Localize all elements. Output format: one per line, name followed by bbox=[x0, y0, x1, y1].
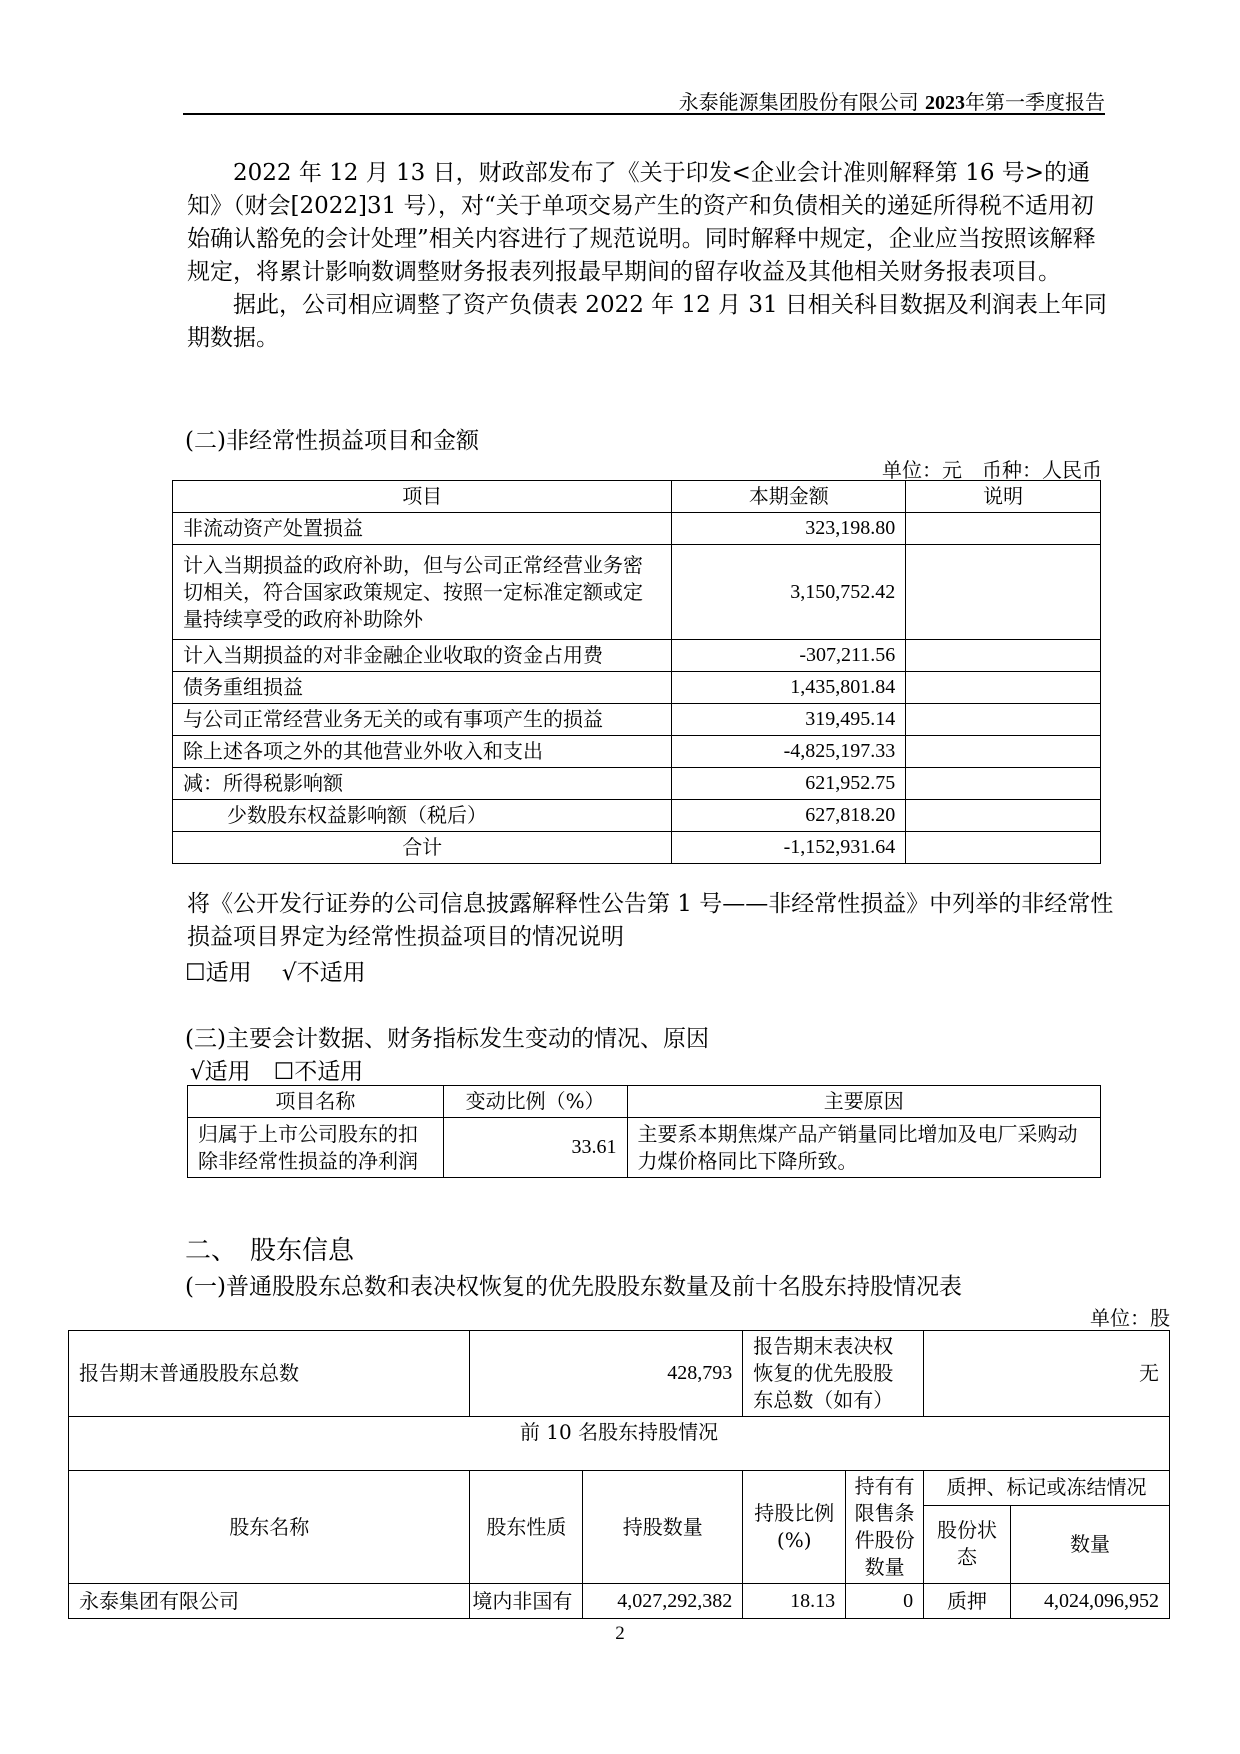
shareholder-section-title: 二、 股东信息 bbox=[185, 1236, 355, 1266]
preferred-holders-label: 报告期末表决权恢复的优先股股东总数（如有） bbox=[743, 1331, 924, 1417]
table-row bbox=[173, 640, 1101, 672]
col-header-shares: 持股数量 bbox=[583, 1471, 743, 1584]
nonrecurring-table bbox=[172, 480, 1101, 864]
row-item: 债务重组损益 bbox=[173, 672, 672, 704]
top10-title-row bbox=[69, 1417, 1170, 1471]
row-item: 与公司正常经营业务无关的或有事项产生的损益 bbox=[173, 704, 672, 736]
row-note bbox=[906, 768, 1101, 800]
row-note bbox=[906, 545, 1101, 640]
col-header-ratio: 持股比例(%) bbox=[743, 1471, 846, 1584]
section-2-applicability: ☐适用 √不适用 bbox=[185, 960, 366, 986]
col-header-note: 说明 bbox=[906, 481, 1101, 513]
row-amount: -307,211.56 bbox=[672, 640, 906, 672]
col-header-amount: 本期金额 bbox=[672, 481, 906, 513]
row-note bbox=[906, 672, 1101, 704]
col-header-pledge: 质押、标记或冻结情况 bbox=[924, 1471, 1170, 1506]
preferred-holders-value: 无 bbox=[924, 1331, 1170, 1417]
col-header-item: 项目名称 bbox=[188, 1086, 444, 1118]
row-note bbox=[906, 640, 1101, 672]
col-header-status: 股份状态 bbox=[924, 1505, 1011, 1583]
body-text bbox=[187, 157, 1112, 355]
row-amount: 621,952.75 bbox=[672, 768, 906, 800]
row-note bbox=[906, 736, 1101, 768]
change-ratio: 33.61 bbox=[443, 1118, 627, 1178]
table-total-row bbox=[173, 832, 1101, 864]
page-header bbox=[183, 86, 1105, 115]
total-holders-row bbox=[69, 1331, 1170, 1417]
change-table bbox=[187, 1085, 1101, 1178]
change-row bbox=[188, 1118, 1101, 1178]
holder-header-row bbox=[69, 1471, 1170, 1506]
row-item: 非流动资产处置损益 bbox=[173, 513, 672, 545]
paragraph-2: 据此，公司相应调整了资产负债表 2022 年 12 月 31 日相关科目数据及利润表上年同期数据。 bbox=[187, 292, 1107, 351]
holder-shares: 4,027,292,382 bbox=[583, 1584, 743, 1619]
holder-row bbox=[69, 1584, 1170, 1619]
row-amount: 319,495.14 bbox=[672, 704, 906, 736]
change-item: 归属于上市公司股东的扣除非经常性损益的净利润 bbox=[188, 1118, 444, 1178]
holder-restricted: 0 bbox=[846, 1584, 924, 1619]
row-note bbox=[906, 513, 1101, 545]
section-3-applicability: √适用 ☐不适用 bbox=[190, 1059, 364, 1085]
holder-ratio: 18.13 bbox=[743, 1584, 846, 1619]
table-row bbox=[173, 513, 1101, 545]
table-row bbox=[173, 736, 1101, 768]
table-row bbox=[173, 672, 1101, 704]
holder-name: 永泰集团有限公司 bbox=[69, 1584, 470, 1619]
section-2-unit: 单位：元 币种：人民币 bbox=[882, 458, 1102, 482]
top10-title: 前 10 名股东持股情况 bbox=[69, 1417, 1170, 1471]
col-header-name: 股东名称 bbox=[69, 1471, 470, 1584]
shareholder-table bbox=[68, 1330, 1170, 1619]
shareholder-unit: 单位：股 bbox=[1090, 1306, 1170, 1330]
col-header-restricted: 持有有限售条件股份数量 bbox=[846, 1471, 924, 1584]
total-holders-value: 428,793 bbox=[470, 1331, 743, 1417]
row-item: 计入当期损益的政府补助，但与公司正常经营业务密切相关，符合国家政策规定、按照一定标准定额或定量持续享受的政府补助除外 bbox=[173, 545, 672, 640]
total-note bbox=[906, 832, 1101, 864]
header-rule bbox=[183, 113, 1105, 115]
paragraph-1: 2022 年 12 月 13 日，财政部发布了《关于印发<企业会计准则解释第 16 号>的通知》（财会[2022]31 号），对“关于单项交易产生的资产和负债相关的递延所得税不适用初始确认豁免的会计处理”相关内容进行了规范说明。同时解释中规定，企业应当按照该解释规定，将累计影响数调整财务报表列报最早期间的留存收益及其他相关财务报表项目。 bbox=[187, 160, 1096, 285]
section-2-title: (二)非经常性损益项目和金额 bbox=[185, 428, 479, 454]
row-amount: 3,150,752.42 bbox=[672, 545, 906, 640]
holder-status: 质押 bbox=[924, 1584, 1011, 1619]
shareholder-subtitle: (一)普通股股东总数和表决权恢复的优先股股东数量及前十名股东持股情况表 bbox=[185, 1274, 962, 1300]
col-header-item: 项目 bbox=[173, 481, 672, 513]
change-reason: 主要系本期焦煤产品产销量同比增加及电厂采购动力煤价格同比下降所致。 bbox=[627, 1118, 1100, 1178]
header-year: 2023 bbox=[925, 92, 965, 114]
table-row bbox=[173, 704, 1101, 736]
total-holders-label: 报告期末普通股股东总数 bbox=[69, 1331, 470, 1417]
col-header-ratio: 变动比例（%） bbox=[443, 1086, 627, 1118]
table-header-row bbox=[173, 481, 1101, 513]
table-row bbox=[173, 800, 1101, 832]
explain-text: 将《公开发行证券的公司信息披露解释性公告第 1 号——非经常性损益》中列举的非经常性损益项目界定为经常性损益项目的情况说明 bbox=[187, 891, 1114, 950]
change-header-row bbox=[188, 1086, 1101, 1118]
row-item: 计入当期损益的对非金融企业收取的资金占用费 bbox=[173, 640, 672, 672]
row-item: 少数股东权益影响额（税后） bbox=[173, 800, 672, 832]
total-amount: -1,152,931.64 bbox=[672, 832, 906, 864]
row-amount: 323,198.80 bbox=[672, 513, 906, 545]
col-header-reason: 主要原因 bbox=[627, 1086, 1100, 1118]
row-item: 除上述各项之外的其他营业外收入和支出 bbox=[173, 736, 672, 768]
row-amount: 627,818.20 bbox=[672, 800, 906, 832]
header-report: 年第一季度报告 bbox=[965, 90, 1105, 114]
col-header-qty: 数量 bbox=[1011, 1505, 1170, 1583]
row-amount: 1,435,801.84 bbox=[672, 672, 906, 704]
table-row bbox=[173, 768, 1101, 800]
row-note bbox=[906, 704, 1101, 736]
header-company: 永泰能源集团股份有限公司 bbox=[678, 90, 919, 114]
holder-qty: 4,024,096,952 bbox=[1011, 1584, 1170, 1619]
total-label: 合计 bbox=[173, 832, 672, 864]
section-3-title: (三)主要会计数据、财务指标发生变动的情况、原因 bbox=[185, 1026, 709, 1052]
row-note bbox=[906, 800, 1101, 832]
col-header-nature: 股东性质 bbox=[470, 1471, 583, 1584]
row-item: 减：所得税影响额 bbox=[173, 768, 672, 800]
holder-nature: 境内非国有 bbox=[470, 1584, 583, 1619]
row-amount: -4,825,197.33 bbox=[672, 736, 906, 768]
page-number: 2 bbox=[615, 1623, 625, 1644]
table-row bbox=[173, 545, 1101, 640]
